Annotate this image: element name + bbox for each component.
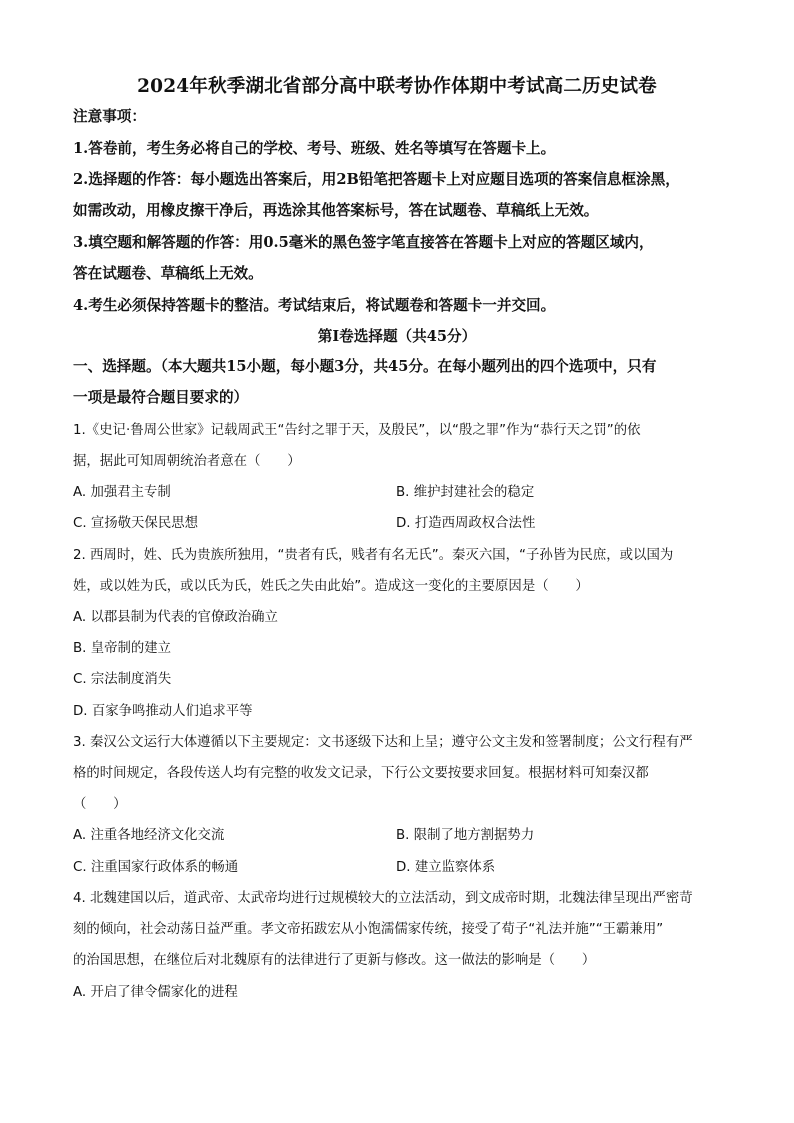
option-c: C. 宣扬敬天保民思想 xyxy=(73,516,198,531)
notice-item: 3.填空题和解答题的作答：用0.5毫米的黑色签字笔直接答在答题卡上对应的答题区域内， xyxy=(73,234,654,251)
part-heading: 一项是最符合题目要求的） xyxy=(73,389,249,406)
question-stem: 1.《史记·鲁周公世家》记载周武王“告纣之罪于天，及殷民”，以“殷之罪”作为“恭行天之罚”的依 xyxy=(73,423,641,438)
question-stem: 刻的倾向，社会动荡日益严重。孝文帝拓跋宏从小饱濡儒家传统，接受了荀子“礼法并施”“王霸兼用” xyxy=(73,922,664,937)
option-d: D. 百家争鸣推动人们追求平等 xyxy=(73,704,253,719)
notice-item: 答在试题卷、草稿纸上无效。 xyxy=(73,265,263,282)
option-c: C. 注重国家行政体系的畅通 xyxy=(73,860,239,875)
question-stem: 姓，或以姓为氏，或以氏为氏，姓氏之失由此始”。造成这一变化的主要原因是（ ） xyxy=(73,579,589,594)
exam-title: 2024年秋季湖北省部分高中联考协作体期中考试高二历史试卷 xyxy=(137,76,657,97)
option-d: D. 建立监察体系 xyxy=(396,860,496,875)
question-stem: 格的时间规定，各段传送人均有完整的收发文记录，下行公文要按要求回复。根据材料可知秦汉都 xyxy=(73,766,649,781)
notice-item: 4.考生必须保持答题卡的整洁。考试结束后，将试题卷和答题卡一并交回。 xyxy=(73,297,556,314)
question-stem: 3. 秦汉公文运行大体遵循以下主要规定：文书逐级下达和上呈；遵守公文主发和签署制度；公文行程有严 xyxy=(73,735,693,750)
notice-item: 1.答卷前，考生务必将自己的学校、考号、班级、姓名等填写在答题卡上。 xyxy=(73,140,556,157)
option-a: A. 注重各地经济文化交流 xyxy=(73,828,225,843)
option-b: B. 维护封建社会的稳定 xyxy=(396,485,535,500)
option-a: A. 以郡县制为代表的官僚政治确立 xyxy=(73,610,278,625)
option-d: D. 打造西周政权合法性 xyxy=(396,516,536,531)
part-heading: 一、选择题。（本大题共15小题，每小题3分，共45分。在每小题列出的四个选项中，只有 xyxy=(73,358,657,375)
notice-item: 2.选择题的作答：每小题选出答案后，用2B铅笔把答题卡上对应题目选项的答案信息框涂黑， xyxy=(73,171,680,188)
question-stem: 的治国思想，在继位后对北魏原有的法律进行了更新与修改。这一做法的影响是（ ） xyxy=(73,953,596,968)
option-a: A. 加强君主专制 xyxy=(73,485,171,500)
question-stem: 2. 西周时，姓、氏为贵族所独用，“贵者有氏，贱者有名无氏”。秦灭六国，“子孙皆为民庶，或以国为 xyxy=(73,548,674,563)
option-c: C. 宗法制度消失 xyxy=(73,672,172,687)
option-b: B. 皇帝制的建立 xyxy=(73,641,172,656)
option-a: A. 开启了律令儒家化的进程 xyxy=(73,985,238,1000)
question-stem: （ ） xyxy=(73,797,127,812)
section-title: 第Ⅰ卷选择题（共45分） xyxy=(317,328,477,345)
notice-heading: 注意事项： xyxy=(73,108,146,125)
question-stem: 4. 北魏建国以后，道武帝、太武帝均进行过规模较大的立法活动，到文成帝时期，北魏法律呈现出严密苛 xyxy=(73,891,693,906)
question-stem: 据，据此可知周朝统治者意在（ ） xyxy=(73,454,301,469)
option-b: B. 限制了地方割据势力 xyxy=(396,828,535,843)
notice-item: 如需改动，用橡皮擦干净后，再选涂其他答案标号，答在试题卷、草稿纸上无效。 xyxy=(73,202,599,219)
